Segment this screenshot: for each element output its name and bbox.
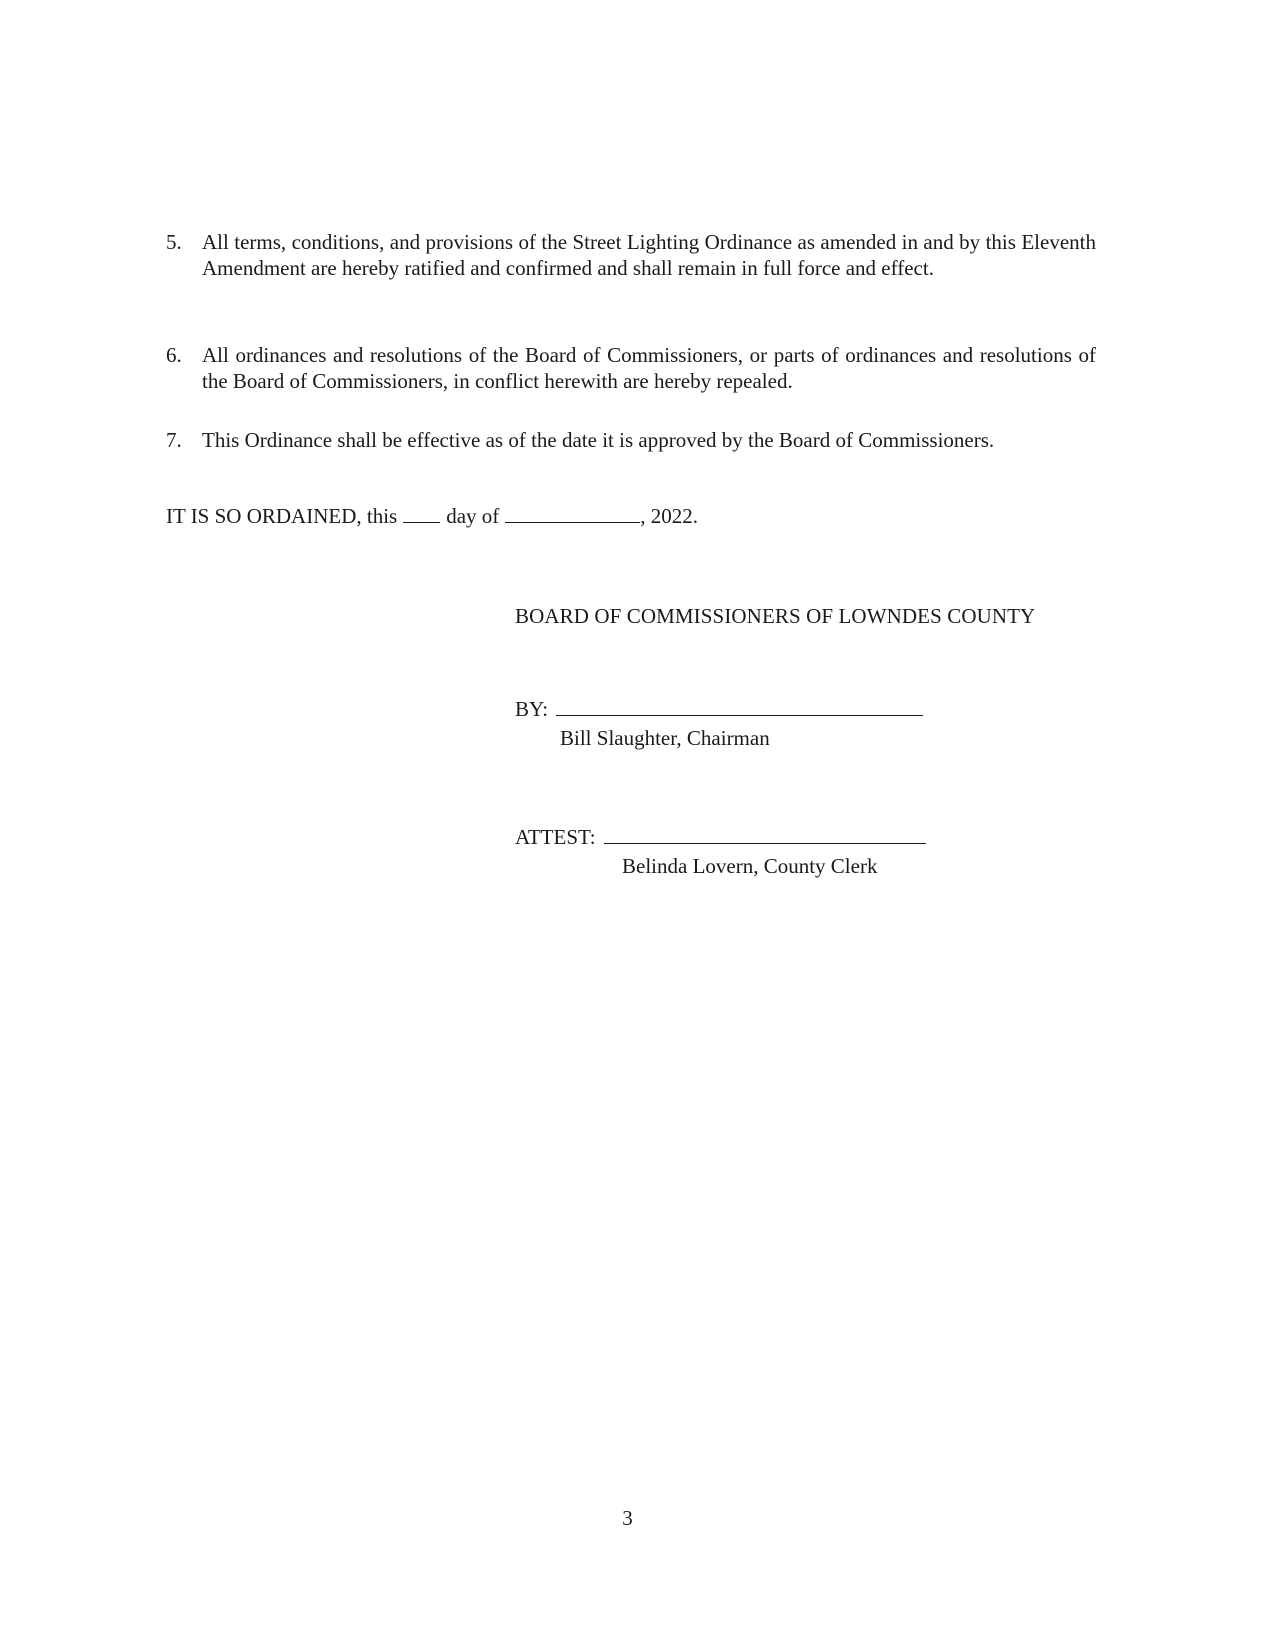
by-signature-line <box>556 697 923 716</box>
attest-signature-line <box>604 825 926 844</box>
item-text: All ordinances and resolutions of the Board of Commissioners, or parts of ordinances and resolutions of the Board of Commissioners, in conflict herewith are hereby repealed. <box>202 343 1096 393</box>
ordained-prefix: IT IS SO ORDAINED, this <box>166 504 398 528</box>
by-signature-row <box>515 696 923 722</box>
attest-signature-row <box>515 824 926 850</box>
ordinance-item-7 <box>166 427 1096 453</box>
ordained-suffix: , 2022. <box>640 504 699 528</box>
ordinance-item-6 <box>166 342 1096 394</box>
attest-label: ATTEST: <box>515 825 596 849</box>
ordained-line <box>166 503 698 529</box>
ordinance-item-5 <box>166 229 1096 281</box>
board-title: BOARD OF COMMISSIONERS OF LOWNDES COUNTY <box>515 604 1036 628</box>
item-number: 5. <box>166 230 182 254</box>
item-text: All terms, conditions, and provisions of the Street Lighting Ordinance as amended in and by this Eleventh Amendment are hereby ratified and confirmed and shall remain in full force and effect. <box>202 230 1096 280</box>
clerk-name: Belinda Lovern, County Clerk <box>622 854 878 878</box>
ordained-middle: day of <box>446 504 500 528</box>
item-number: 7. <box>166 428 182 452</box>
day-blank <box>403 504 440 523</box>
item-number: 6. <box>166 343 182 367</box>
item-text: This Ordinance shall be effective as of the date it is approved by the Board of Commissioners. <box>202 428 995 452</box>
month-blank <box>505 504 640 523</box>
chairman-name: Bill Slaughter, Chairman <box>560 726 770 750</box>
by-label: BY: <box>515 697 549 721</box>
page-number: 3 <box>622 1506 633 1530</box>
